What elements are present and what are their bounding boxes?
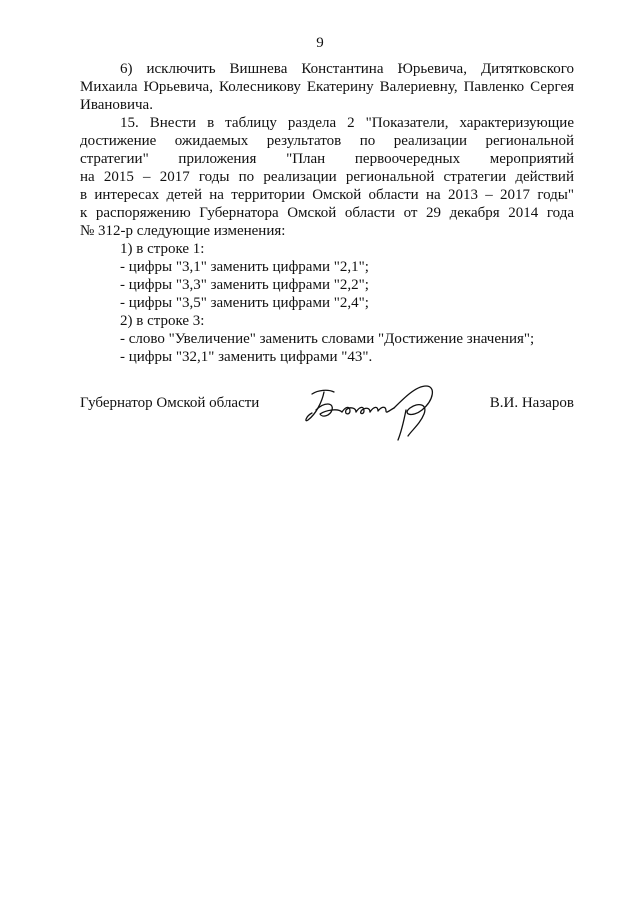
item-15-line-1: 15. Внести в таблицу раздела 2 "Показатели, характеризующие: [120, 115, 574, 131]
item-15-paragraph: [80, 114, 574, 240]
item-15-line-3: стратегии" приложения "План первоочередных мероприятий: [80, 151, 574, 167]
item-15-line-6: к распоряжению Губернатора Омской области от 29 декабря 2014 года: [80, 205, 574, 221]
signature-block: [80, 388, 574, 448]
document-body: [80, 60, 574, 366]
signatory-position: Губернатор Омской области: [80, 395, 260, 411]
item-15-line-5: в интересах детей на территории Омской области на 2013 – 2017 годы": [80, 187, 574, 203]
list-item: 2) в строке 3:: [120, 313, 205, 329]
item-15-line-7: № 312-р следующие изменения:: [80, 223, 286, 239]
item-15-line-2: достижение ожидаемых результатов по реализации региональной: [80, 133, 574, 149]
list-item: - цифры "3,1" заменить цифрами "2,1";: [120, 259, 369, 275]
handwritten-signature: [294, 380, 464, 450]
item-6-line-2: Михаила Юрьевича, Колесникову Екатерину Валериевну, Павленко Сергея: [80, 79, 574, 95]
list-item: - слово "Увеличение" заменить словами "Достижение значения";: [120, 331, 535, 347]
item-15-line-4: на 2015 – 2017 годы по реализации региональной стратегии действий: [80, 169, 574, 185]
page-number: 9: [316, 35, 324, 51]
list-item: 1) в строке 1:: [120, 241, 205, 257]
signatory-name: В.И. Назаров: [489, 395, 574, 411]
list-item: - цифры "3,3" заменить цифрами "2,2";: [120, 277, 369, 293]
item-6-paragraph: [80, 60, 574, 114]
item-6-line-1: 6) исключить Вишнева Константина Юрьевича, Дитятковского: [120, 61, 574, 77]
changes-list: [80, 240, 574, 366]
list-item: - цифры "32,1" заменить цифрами "43".: [120, 349, 373, 365]
item-6-line-3: Ивановича.: [80, 97, 153, 113]
list-item: - цифры "3,5" заменить цифрами "2,4";: [120, 295, 369, 311]
